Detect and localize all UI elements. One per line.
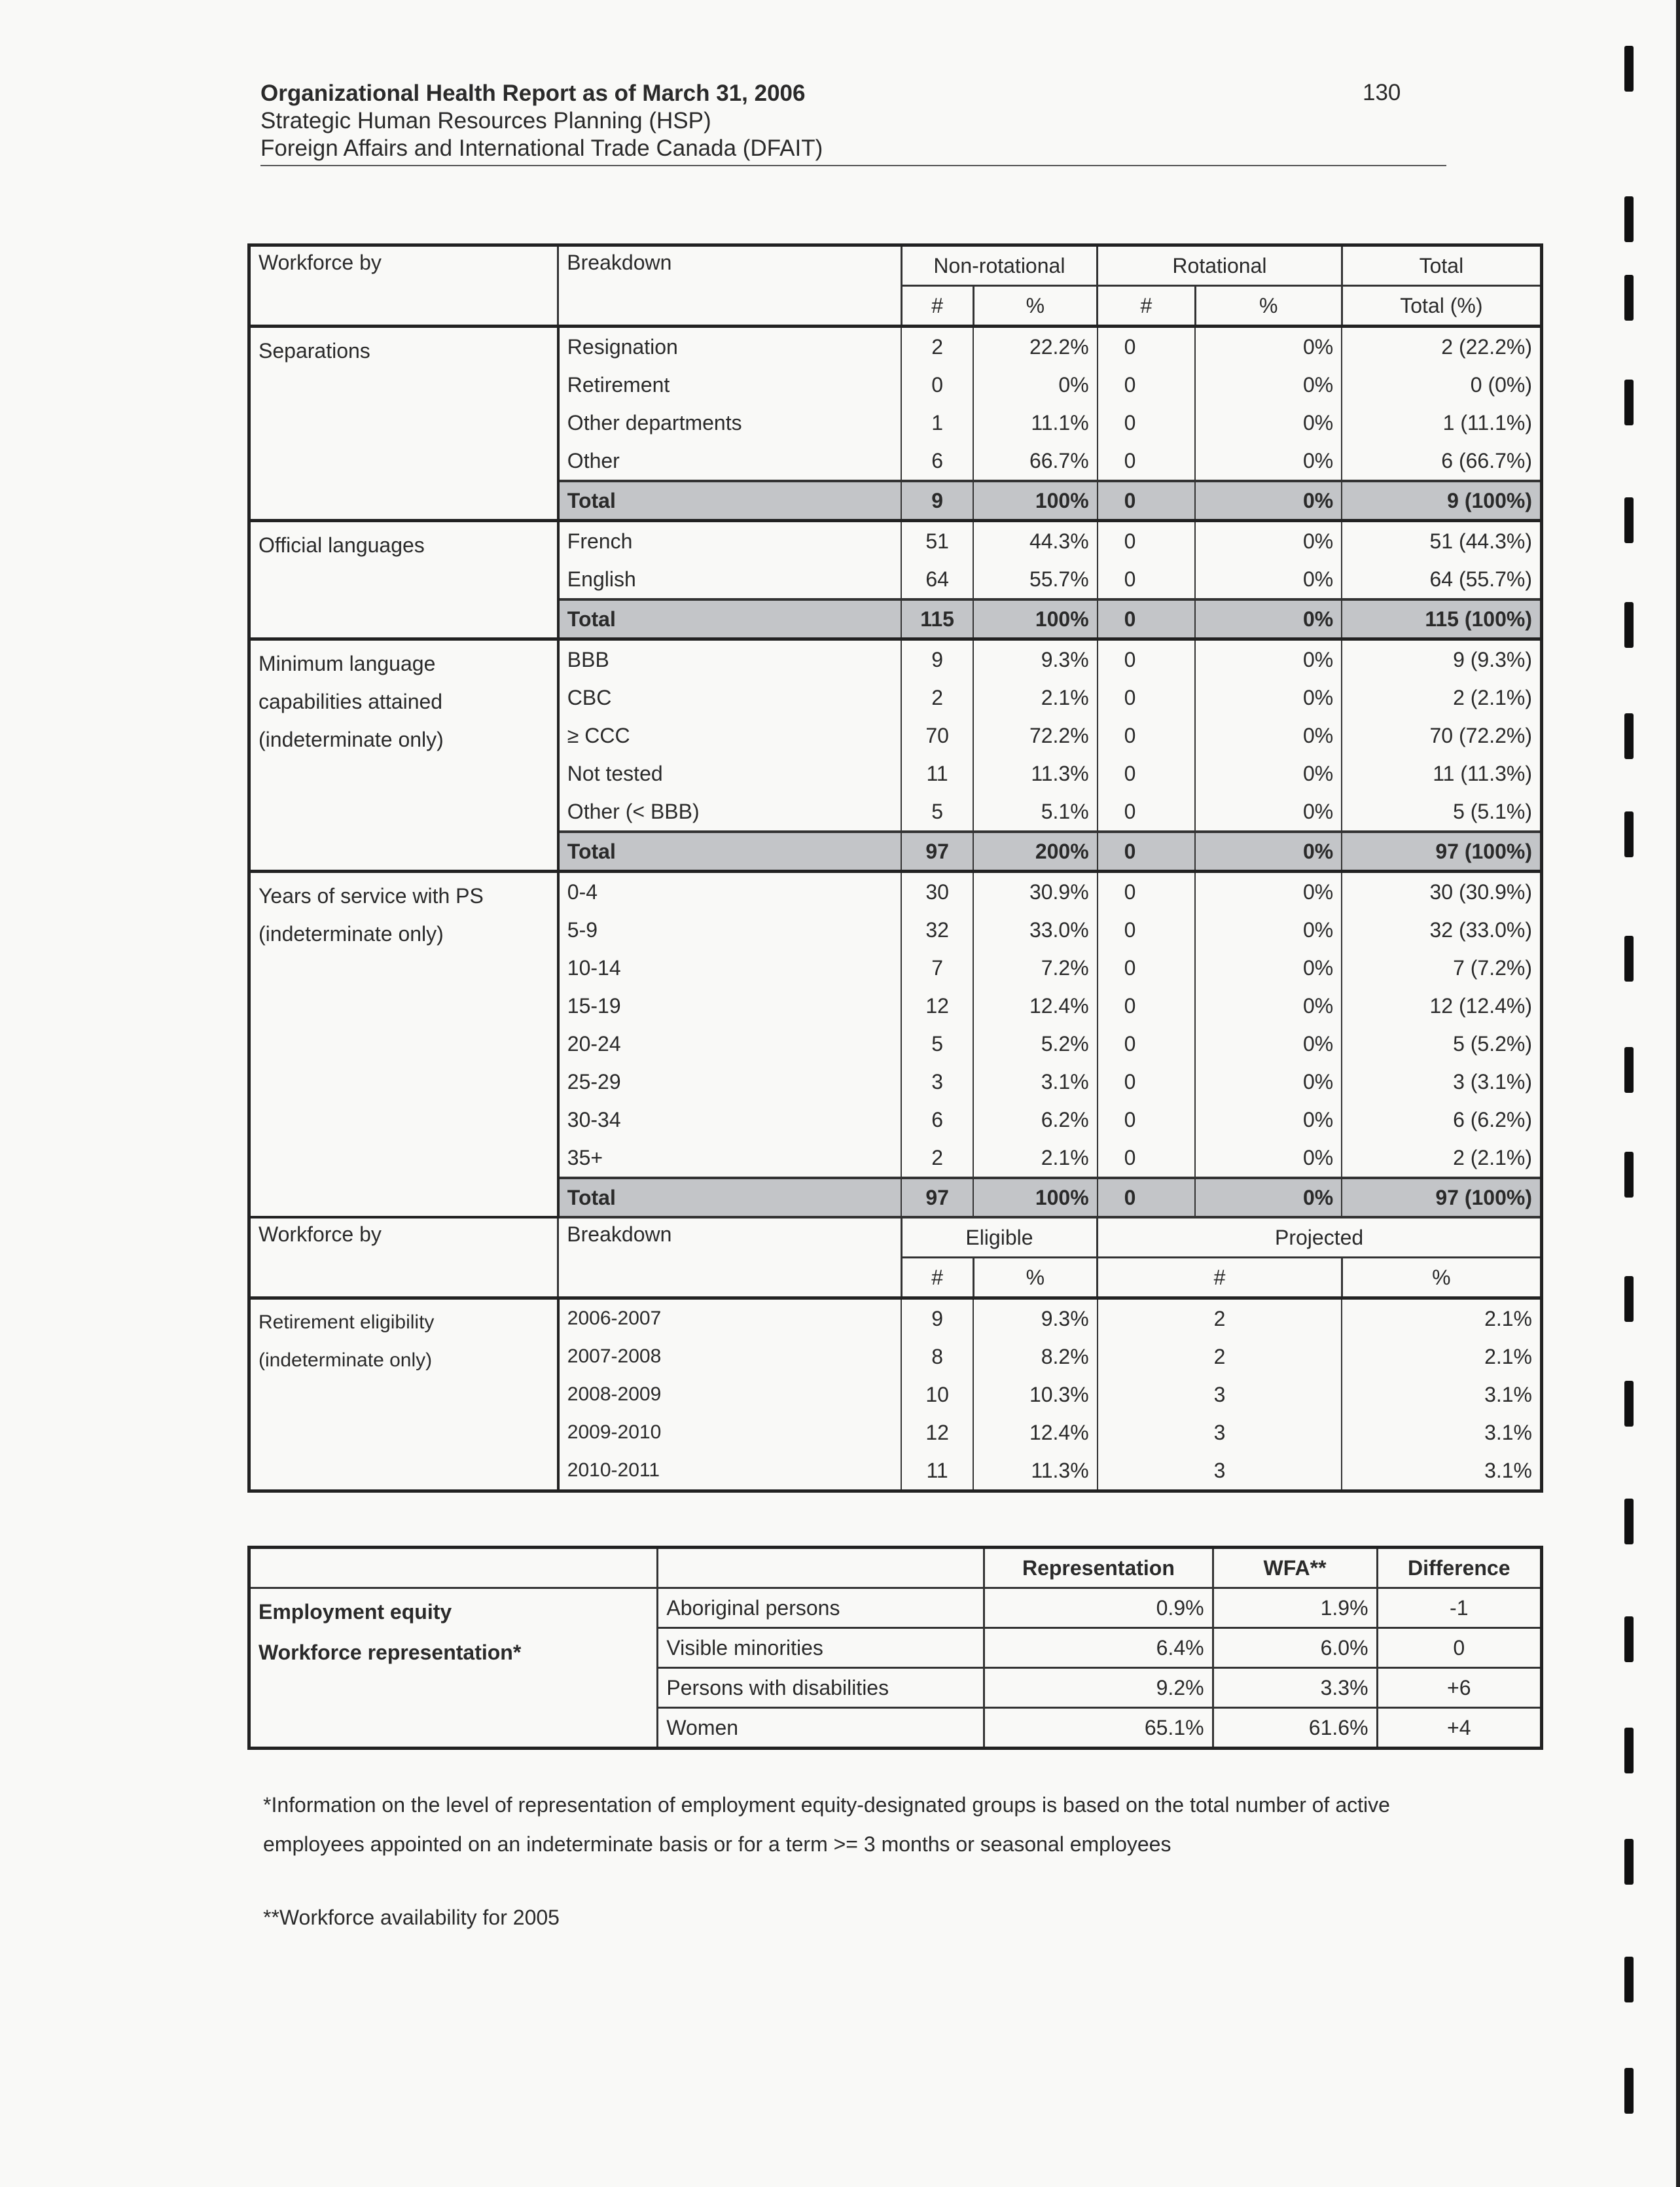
non-rotational-count: 1 bbox=[901, 404, 973, 442]
total-cell: 2 (22.2%) bbox=[1342, 327, 1541, 366]
footnote-representation bbox=[263, 1785, 1507, 1864]
report-subtitle: Strategic Human Resources Planning (HSP) bbox=[260, 108, 711, 133]
rotational-percent: 0% bbox=[1195, 1139, 1342, 1178]
total-cell: 2 (2.1%) bbox=[1342, 1139, 1541, 1178]
non-rotational-count: 7 bbox=[901, 949, 973, 987]
equity-header-blank bbox=[249, 1548, 658, 1588]
representation-value: 9.2% bbox=[984, 1668, 1213, 1708]
representation-value: 65.1% bbox=[984, 1708, 1213, 1749]
rotational-count: 0 bbox=[1098, 679, 1196, 717]
designated-group: Persons with disabilities bbox=[658, 1668, 984, 1708]
non-rotational-count: 70 bbox=[901, 717, 973, 755]
non-rotational-percent: 33.0% bbox=[973, 911, 1098, 949]
projected-percent: 3.1% bbox=[1342, 1376, 1541, 1414]
non-rotational-percent: 0% bbox=[973, 366, 1098, 404]
non-rotational-count: 5 bbox=[901, 1025, 973, 1063]
rotational-percent: 0% bbox=[1195, 599, 1342, 639]
binding-hole bbox=[1624, 46, 1634, 92]
rotational-percent: 0% bbox=[1195, 1101, 1342, 1139]
header-breakdown: Breakdown bbox=[558, 245, 901, 327]
language-capabilities-label bbox=[249, 639, 558, 872]
binding-hole bbox=[1624, 1499, 1634, 1544]
breakdown-cell: Other bbox=[558, 442, 901, 481]
rotational-count: 0 bbox=[1098, 792, 1196, 832]
non-rotational-percent: 11.3% bbox=[973, 755, 1098, 792]
difference-value: +4 bbox=[1377, 1708, 1541, 1749]
rotational-count: 0 bbox=[1098, 442, 1196, 481]
eligible-count: 8 bbox=[901, 1338, 973, 1376]
binding-hole bbox=[1624, 1381, 1634, 1427]
non-rotational-percent: 200% bbox=[973, 832, 1098, 872]
footnote-line: employees appointed on an indeterminate basis or for a term >= 3 months or seasonal employees bbox=[263, 1832, 1171, 1856]
table-row bbox=[249, 1298, 1542, 1338]
breakdown-cell: 25-29 bbox=[558, 1063, 901, 1101]
page-number: 130 bbox=[1363, 80, 1401, 105]
eligible-count: 12 bbox=[901, 1414, 973, 1451]
non-rotational-percent: 7.2% bbox=[973, 949, 1098, 987]
rotational-count: 0 bbox=[1098, 987, 1196, 1025]
group-label-line: Years of service with PS bbox=[259, 884, 484, 908]
binding-hole bbox=[1624, 497, 1634, 543]
total-cell: 3 (3.1%) bbox=[1342, 1063, 1541, 1101]
total-cell: 30 (30.9%) bbox=[1342, 872, 1541, 912]
total-cell: 9 (100%) bbox=[1342, 481, 1541, 521]
non-rotational-percent: 72.2% bbox=[973, 717, 1098, 755]
group-label-line: (indeterminate only) bbox=[259, 728, 444, 751]
header-pct: % bbox=[973, 1258, 1098, 1298]
header-eligible: Eligible bbox=[901, 1217, 1097, 1258]
rotational-count: 0 bbox=[1098, 639, 1196, 679]
binding-hole bbox=[1624, 2068, 1634, 2114]
rotational-count: 0 bbox=[1098, 717, 1196, 755]
rotational-count: 0 bbox=[1098, 755, 1196, 792]
rotational-count: 0 bbox=[1098, 949, 1196, 987]
breakdown-cell: Not tested bbox=[558, 755, 901, 792]
binding-hole bbox=[1624, 1839, 1634, 1885]
non-rotational-count: 11 bbox=[901, 755, 973, 792]
eligible-percent: 8.2% bbox=[973, 1338, 1098, 1376]
representation-value: 6.4% bbox=[984, 1628, 1213, 1668]
breakdown-cell: 5-9 bbox=[558, 911, 901, 949]
report-header bbox=[260, 80, 1446, 162]
rotational-count: 0 bbox=[1098, 481, 1196, 521]
non-rotational-percent: 22.2% bbox=[973, 327, 1098, 366]
wfa-value: 6.0% bbox=[1213, 1628, 1377, 1668]
total-cell: 7 (7.2%) bbox=[1342, 949, 1541, 987]
difference-value: +6 bbox=[1377, 1668, 1541, 1708]
total-cell: 6 (66.7%) bbox=[1342, 442, 1541, 481]
non-rotational-percent: 3.1% bbox=[973, 1063, 1098, 1101]
total-cell: 115 (100%) bbox=[1342, 599, 1541, 639]
equity-header-row bbox=[249, 1548, 1542, 1588]
rotational-count: 0 bbox=[1098, 1025, 1196, 1063]
years-of-service-label bbox=[249, 872, 558, 1218]
binding-hole bbox=[1624, 1957, 1634, 2002]
rotational-count: 0 bbox=[1098, 521, 1196, 561]
rotational-percent: 0% bbox=[1195, 792, 1342, 832]
group-label-line: Workforce representation* bbox=[259, 1641, 522, 1664]
breakdown-cell: ≥ CCC bbox=[558, 717, 901, 755]
eligible-count: 9 bbox=[901, 1298, 973, 1338]
breakdown-cell: 2006-2007 bbox=[558, 1298, 901, 1338]
designated-group: Visible minorities bbox=[658, 1628, 984, 1668]
non-rotational-count: 9 bbox=[901, 639, 973, 679]
designated-group: Women bbox=[658, 1708, 984, 1749]
binding-hole bbox=[1624, 1728, 1634, 1773]
projected-count: 2 bbox=[1098, 1338, 1342, 1376]
rotational-percent: 0% bbox=[1195, 481, 1342, 521]
table-header-row bbox=[249, 245, 1542, 286]
non-rotational-count: 3 bbox=[901, 1063, 973, 1101]
workforce-sections bbox=[249, 327, 1542, 1218]
non-rotational-percent: 11.1% bbox=[973, 404, 1098, 442]
total-cell: 5 (5.1%) bbox=[1342, 792, 1541, 832]
rotational-count: 0 bbox=[1098, 1139, 1196, 1178]
breakdown-cell: Total bbox=[558, 599, 901, 639]
total-cell: 12 (12.4%) bbox=[1342, 987, 1541, 1025]
rotational-percent: 0% bbox=[1195, 987, 1342, 1025]
binding-hole bbox=[1624, 811, 1634, 857]
total-cell: 51 (44.3%) bbox=[1342, 521, 1541, 561]
difference-value: -1 bbox=[1377, 1588, 1541, 1628]
binding-hole bbox=[1624, 380, 1634, 425]
rotational-percent: 0% bbox=[1195, 639, 1342, 679]
retirement-header-workforce-by: Workforce by bbox=[249, 1217, 558, 1298]
breakdown-cell: Total bbox=[558, 832, 901, 872]
breakdown-cell: French bbox=[558, 521, 901, 561]
non-rotational-count: 30 bbox=[901, 872, 973, 912]
eligible-percent: 10.3% bbox=[973, 1376, 1098, 1414]
non-rotational-count: 97 bbox=[901, 832, 973, 872]
breakdown-cell: Other (< BBB) bbox=[558, 792, 901, 832]
rotational-percent: 0% bbox=[1195, 327, 1342, 366]
projected-count: 2 bbox=[1098, 1298, 1342, 1338]
breakdown-cell: Retirement bbox=[558, 366, 901, 404]
header-num: # bbox=[1098, 286, 1196, 327]
binding-hole bbox=[1624, 1152, 1634, 1198]
breakdown-cell: 35+ bbox=[558, 1139, 901, 1178]
breakdown-cell: CBC bbox=[558, 679, 901, 717]
total-cell: 5 (5.2%) bbox=[1342, 1025, 1541, 1063]
rotational-percent: 0% bbox=[1195, 521, 1342, 561]
group-label-line: Employment equity bbox=[259, 1600, 452, 1624]
rotational-percent: 0% bbox=[1195, 560, 1342, 599]
breakdown-cell: 2010-2011 bbox=[558, 1451, 901, 1491]
non-rotational-count: 2 bbox=[901, 1139, 973, 1178]
retirement-header-breakdown: Breakdown bbox=[558, 1217, 901, 1298]
binding-hole bbox=[1624, 713, 1634, 759]
non-rotational-count: 6 bbox=[901, 442, 973, 481]
group-label-line: Minimum language bbox=[259, 652, 436, 675]
rotational-percent: 0% bbox=[1195, 1063, 1342, 1101]
non-rotational-percent: 55.7% bbox=[973, 560, 1098, 599]
breakdown-cell: BBB bbox=[558, 639, 901, 679]
rotational-percent: 0% bbox=[1195, 1025, 1342, 1063]
binding-hole bbox=[1624, 1276, 1634, 1322]
eligible-percent: 12.4% bbox=[973, 1414, 1098, 1451]
total-cell: 97 (100%) bbox=[1342, 1178, 1541, 1217]
group-label-line: (indeterminate only) bbox=[259, 922, 444, 946]
non-rotational-count: 5 bbox=[901, 792, 973, 832]
non-rotational-percent: 2.1% bbox=[973, 1139, 1098, 1178]
eligible-count: 11 bbox=[901, 1451, 973, 1491]
eligible-count: 10 bbox=[901, 1376, 973, 1414]
projected-percent: 3.1% bbox=[1342, 1414, 1541, 1451]
non-rotational-percent: 6.2% bbox=[973, 1101, 1098, 1139]
total-cell: 1 (11.1%) bbox=[1342, 404, 1541, 442]
table-row bbox=[249, 327, 1542, 366]
separations-label: Separations bbox=[249, 327, 558, 521]
rotational-count: 0 bbox=[1098, 599, 1196, 639]
non-rotational-percent: 66.7% bbox=[973, 442, 1098, 481]
rotational-count: 0 bbox=[1098, 1178, 1196, 1217]
header-num: # bbox=[1098, 1258, 1342, 1298]
non-rotational-count: 12 bbox=[901, 987, 973, 1025]
rotational-count: 0 bbox=[1098, 872, 1196, 912]
breakdown-cell: 10-14 bbox=[558, 949, 901, 987]
header-total-pct: Total (%) bbox=[1342, 286, 1541, 327]
non-rotational-percent: 44.3% bbox=[973, 521, 1098, 561]
projected-count: 3 bbox=[1098, 1376, 1342, 1414]
binding-hole bbox=[1624, 1047, 1634, 1093]
rotational-count: 0 bbox=[1098, 832, 1196, 872]
breakdown-cell: 15-19 bbox=[558, 987, 901, 1025]
rotational-percent: 0% bbox=[1195, 911, 1342, 949]
breakdown-cell: Other departments bbox=[558, 404, 901, 442]
group-label-line: capabilities attained bbox=[259, 690, 443, 713]
total-cell: 2 (2.1%) bbox=[1342, 679, 1541, 717]
rotational-percent: 0% bbox=[1195, 717, 1342, 755]
projected-count: 3 bbox=[1098, 1414, 1342, 1451]
wfa-value: 1.9% bbox=[1213, 1588, 1377, 1628]
table-row bbox=[249, 1588, 1542, 1628]
non-rotational-count: 115 bbox=[901, 599, 973, 639]
header-num: # bbox=[901, 286, 973, 327]
total-cell: 32 (33.0%) bbox=[1342, 911, 1541, 949]
non-rotational-percent: 9.3% bbox=[973, 639, 1098, 679]
binding-hole bbox=[1624, 196, 1634, 242]
rotational-count: 0 bbox=[1098, 560, 1196, 599]
non-rotational-percent: 5.2% bbox=[973, 1025, 1098, 1063]
rotational-count: 0 bbox=[1098, 366, 1196, 404]
total-cell: 0 (0%) bbox=[1342, 366, 1541, 404]
non-rotational-count: 32 bbox=[901, 911, 973, 949]
non-rotational-count: 2 bbox=[901, 327, 973, 366]
designated-group: Aboriginal persons bbox=[658, 1588, 984, 1628]
header-pct: % bbox=[1195, 286, 1342, 327]
total-cell: 97 (100%) bbox=[1342, 832, 1541, 872]
non-rotational-count: 97 bbox=[901, 1178, 973, 1217]
non-rotational-percent: 12.4% bbox=[973, 987, 1098, 1025]
breakdown-cell: Resignation bbox=[558, 327, 901, 366]
total-cell: 9 (9.3%) bbox=[1342, 639, 1541, 679]
rotational-percent: 0% bbox=[1195, 755, 1342, 792]
page-edge bbox=[1676, 0, 1680, 2187]
footnote-wfa: **Workforce availability for 2005 bbox=[263, 1906, 560, 1929]
group-label-line: Retirement eligibility bbox=[259, 1311, 435, 1333]
retirement-eligibility-label bbox=[249, 1298, 558, 1491]
rotational-percent: 0% bbox=[1195, 832, 1342, 872]
non-rotational-count: 0 bbox=[901, 366, 973, 404]
total-cell: 70 (72.2%) bbox=[1342, 717, 1541, 755]
non-rotational-percent: 2.1% bbox=[973, 679, 1098, 717]
header-projected: Projected bbox=[1098, 1217, 1542, 1258]
breakdown-cell: English bbox=[558, 560, 901, 599]
wfa-value: 61.6% bbox=[1213, 1708, 1377, 1749]
breakdown-cell: 2007-2008 bbox=[558, 1338, 901, 1376]
breakdown-cell: Total bbox=[558, 481, 901, 521]
breakdown-cell: 30-34 bbox=[558, 1101, 901, 1139]
breakdown-cell: 20-24 bbox=[558, 1025, 901, 1063]
header-total: Total bbox=[1342, 245, 1541, 286]
total-cell: 64 (55.7%) bbox=[1342, 560, 1541, 599]
non-rotational-percent: 100% bbox=[973, 599, 1098, 639]
binding-hole bbox=[1624, 602, 1634, 648]
header-non-rotational: Non-rotational bbox=[901, 245, 1097, 286]
rotational-percent: 0% bbox=[1195, 366, 1342, 404]
table-row bbox=[249, 872, 1542, 912]
official-languages-label: Official languages bbox=[249, 521, 558, 639]
wfa-value: 3.3% bbox=[1213, 1668, 1377, 1708]
rotational-count: 0 bbox=[1098, 404, 1196, 442]
binding-hole bbox=[1624, 936, 1634, 982]
projected-count: 3 bbox=[1098, 1451, 1342, 1491]
projected-percent: 2.1% bbox=[1342, 1298, 1541, 1338]
representation-value: 0.9% bbox=[984, 1588, 1213, 1628]
report-department: Foreign Affairs and International Trade Canada (DFAIT) bbox=[260, 135, 823, 161]
header-pct: % bbox=[1342, 1258, 1541, 1298]
group-label-line: (indeterminate only) bbox=[259, 1349, 433, 1371]
header-workforce-by: Workforce by bbox=[249, 245, 558, 327]
projected-percent: 2.1% bbox=[1342, 1338, 1541, 1376]
non-rotational-count: 2 bbox=[901, 679, 973, 717]
report-title: Organizational Health Report as of March 31, 2006 bbox=[260, 80, 806, 106]
rotational-percent: 0% bbox=[1195, 679, 1342, 717]
breakdown-cell: 0-4 bbox=[558, 872, 901, 912]
table-row bbox=[249, 521, 1542, 561]
eligible-percent: 11.3% bbox=[973, 1451, 1098, 1491]
total-cell: 11 (11.3%) bbox=[1342, 755, 1541, 792]
footnote-line: *Information on the level of representation of employment equity-designated groups is based on the total number of active bbox=[263, 1793, 1390, 1817]
projected-percent: 3.1% bbox=[1342, 1451, 1541, 1491]
retirement-header-row bbox=[249, 1217, 1542, 1258]
rotational-percent: 0% bbox=[1195, 1178, 1342, 1217]
non-rotational-percent: 100% bbox=[973, 481, 1098, 521]
rotational-count: 0 bbox=[1098, 1063, 1196, 1101]
header-rotational: Rotational bbox=[1098, 245, 1342, 286]
rotational-count: 0 bbox=[1098, 1101, 1196, 1139]
total-cell: 6 (6.2%) bbox=[1342, 1101, 1541, 1139]
rotational-percent: 0% bbox=[1195, 872, 1342, 912]
header-representation: Representation bbox=[984, 1548, 1213, 1588]
header-wfa: WFA** bbox=[1213, 1548, 1377, 1588]
header-difference: Difference bbox=[1377, 1548, 1541, 1588]
rotational-count: 0 bbox=[1098, 911, 1196, 949]
header-num: # bbox=[901, 1258, 973, 1298]
breakdown-cell: Total bbox=[558, 1178, 901, 1217]
retirement-section bbox=[249, 1298, 1542, 1491]
breakdown-cell: 2009-2010 bbox=[558, 1414, 901, 1451]
table-row bbox=[249, 639, 1542, 679]
rotational-percent: 0% bbox=[1195, 404, 1342, 442]
employment-equity-label bbox=[249, 1588, 658, 1749]
non-rotational-percent: 5.1% bbox=[973, 792, 1098, 832]
non-rotational-count: 6 bbox=[901, 1101, 973, 1139]
header-pct: % bbox=[973, 286, 1098, 327]
employment-equity-table bbox=[247, 1546, 1543, 1750]
header-rule bbox=[260, 165, 1446, 166]
difference-value: 0 bbox=[1377, 1628, 1541, 1668]
eligible-percent: 9.3% bbox=[973, 1298, 1098, 1338]
non-rotational-count: 64 bbox=[901, 560, 973, 599]
rotational-percent: 0% bbox=[1195, 949, 1342, 987]
binding-hole bbox=[1624, 1616, 1634, 1662]
workforce-table bbox=[247, 243, 1543, 1493]
rotational-count: 0 bbox=[1098, 327, 1196, 366]
breakdown-cell: 2008-2009 bbox=[558, 1376, 901, 1414]
non-rotational-count: 51 bbox=[901, 521, 973, 561]
binding-hole bbox=[1624, 275, 1634, 321]
non-rotational-percent: 30.9% bbox=[973, 872, 1098, 912]
non-rotational-percent: 100% bbox=[973, 1178, 1098, 1217]
equity-header-blank bbox=[658, 1548, 984, 1588]
non-rotational-count: 9 bbox=[901, 481, 973, 521]
rotational-percent: 0% bbox=[1195, 442, 1342, 481]
